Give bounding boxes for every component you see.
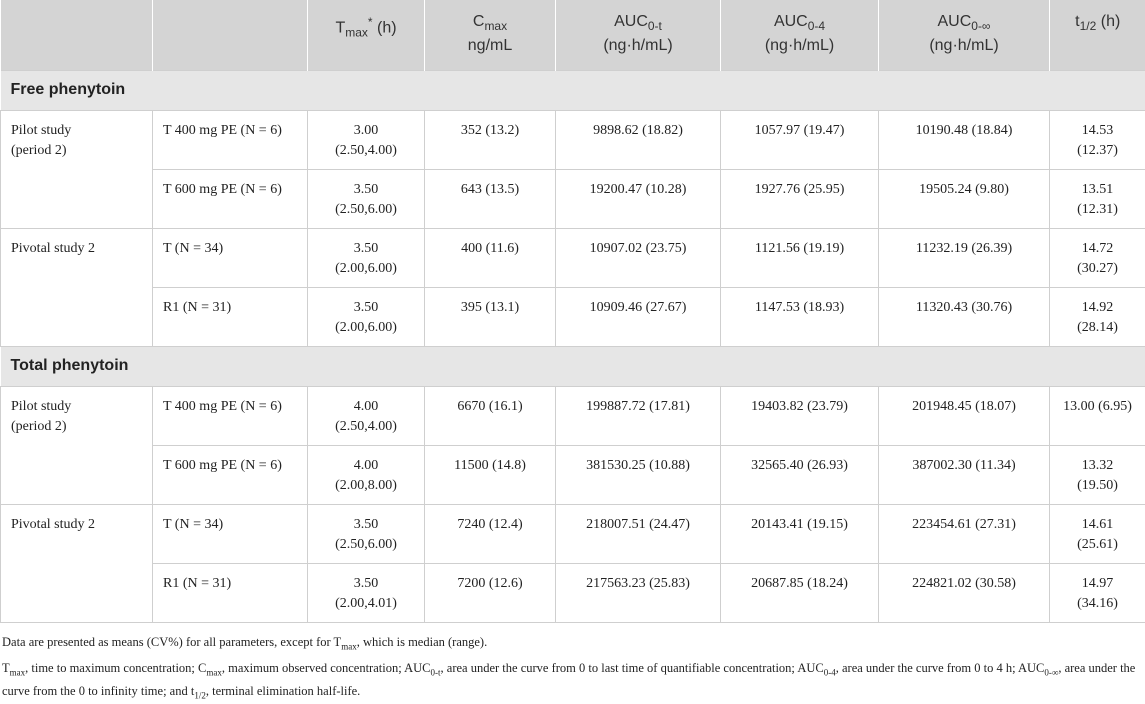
treatment-cell: R1 (N = 31)	[153, 287, 308, 346]
auc0inf-cell: 387002.30 (11.34)	[879, 445, 1050, 504]
tmax-cell: 4.00 (2.50,4.00)	[308, 386, 425, 445]
cmax-cell: 643 (13.5)	[425, 169, 556, 228]
header-auc04: $AUC_{0-4}$ (ng·h/mL)	[721, 0, 879, 70]
study-group-label: Pilot study (period 2)	[1, 110, 153, 228]
treatment-cell: T 400 mg PE (N = 6)	[153, 110, 308, 169]
cmax-cell: 6670 (16.1)	[425, 386, 556, 445]
auc0inf-cell: 201948.45 (18.07)	[879, 386, 1050, 445]
auc0t-cell: 19200.47 (10.28)	[556, 169, 721, 228]
section-title: Free phenytoin	[1, 70, 1145, 110]
header-treatment	[153, 0, 308, 70]
treatment-cell: R1 (N = 31)	[153, 563, 308, 622]
auc04-cell: 20687.85 (18.24)	[721, 563, 879, 622]
thalf-cell: 13.51 (12.31)	[1050, 169, 1145, 228]
auc0inf-cell: 10190.48 (18.84)	[879, 110, 1050, 169]
auc0t-cell: 218007.51 (24.47)	[556, 504, 721, 563]
section-row-total-phenytoin	[1, 346, 1145, 386]
table-row	[1, 504, 1145, 563]
header-auc0t: $AUC_{0-t}$ (ng·h/mL)	[556, 0, 721, 70]
auc04-cell: 1057.97 (19.47)	[721, 110, 879, 169]
thalf-cell: 14.61 (25.61)	[1050, 504, 1145, 563]
table-row	[1, 287, 1145, 346]
study-group-label: Pivotal study 2	[1, 228, 153, 346]
tmax-cell: 3.50 (2.00,4.01)	[308, 563, 425, 622]
thalf-cell: 13.32 (19.50)	[1050, 445, 1145, 504]
table-row	[1, 169, 1145, 228]
header-thalf: $t_{1/2}$ (h)	[1050, 0, 1145, 70]
table-row	[1, 445, 1145, 504]
cmax-cell: 7240 (12.4)	[425, 504, 556, 563]
table-row	[1, 110, 1145, 169]
thalf-cell: 14.53 (12.37)	[1050, 110, 1145, 169]
auc0t-cell: 10909.46 (27.67)	[556, 287, 721, 346]
table-row	[1, 386, 1145, 445]
treatment-cell: T (N = 34)	[153, 228, 308, 287]
table-body	[1, 70, 1145, 622]
tmax-cell: 3.00 (2.50,4.00)	[308, 110, 425, 169]
auc0inf-cell: 11320.43 (30.76)	[879, 287, 1050, 346]
cmax-cell: 395 (13.1)	[425, 287, 556, 346]
auc0t-cell: 9898.62 (18.82)	[556, 110, 721, 169]
section-row-free-phenytoin	[1, 70, 1145, 110]
section-title: Total phenytoin	[1, 346, 1145, 386]
header-cmax: $C_{max}$ ng/mL	[425, 0, 556, 70]
table-header	[1, 0, 1145, 70]
header-tmax: $T_{max}^*$ (h)	[308, 0, 425, 70]
cmax-cell: 400 (11.6)	[425, 228, 556, 287]
tmax-cell: 4.00 (2.00,8.00)	[308, 445, 425, 504]
auc04-cell: 1121.56 (19.19)	[721, 228, 879, 287]
thalf-cell: 13.00 (6.95)	[1050, 386, 1145, 445]
auc04-cell: 20143.41 (19.15)	[721, 504, 879, 563]
auc04-cell: 1147.53 (18.93)	[721, 287, 879, 346]
thalf-cell: 14.97 (34.16)	[1050, 563, 1145, 622]
study-group-label: Pivotal study 2	[1, 504, 153, 622]
auc0t-cell: 381530.25 (10.88)	[556, 445, 721, 504]
thalf-cell: 14.92 (28.14)	[1050, 287, 1145, 346]
auc04-cell: 32565.40 (26.93)	[721, 445, 879, 504]
auc0t-cell: 10907.02 (23.75)	[556, 228, 721, 287]
treatment-cell: T (N = 34)	[153, 504, 308, 563]
footnote-data-presentation: Data are presented as means (CV%) for all parameters, except for $T_{max}$, which is median (range).	[2, 633, 1145, 656]
treatment-cell: T 600 mg PE (N = 6)	[153, 169, 308, 228]
study-group-label: Pilot study (period 2)	[1, 386, 153, 504]
treatment-cell: T 600 mg PE (N = 6)	[153, 445, 308, 504]
cmax-cell: 352 (13.2)	[425, 110, 556, 169]
footnote-abbreviations: $T_{max}$, time to maximum concentration; $C_{max}$, maximum observed concentration; $AUC_{0-t}$, area under the curve from 0 to last time of quantifiable concentration; $AUC_{0-4}$, area under the curve from 0 to 4 h; $AUC_{0-\infty}$, area under the curve from the 0 to infinity time; and $t_{1/2}$, terminal elimination half-life.	[2, 659, 1145, 704]
table-footnotes	[0, 623, 1145, 704]
header-auc0inf: $AUC_{0-\infty}$ (ng·h/mL)	[879, 0, 1050, 70]
table-row	[1, 228, 1145, 287]
tmax-cell: 3.50 (2.50,6.00)	[308, 504, 425, 563]
auc0inf-cell: 223454.61 (27.31)	[879, 504, 1050, 563]
auc0inf-cell: 19505.24 (9.80)	[879, 169, 1050, 228]
auc0t-cell: 217563.23 (25.83)	[556, 563, 721, 622]
treatment-cell: T 400 mg PE (N = 6)	[153, 386, 308, 445]
thalf-cell: 14.72 (30.27)	[1050, 228, 1145, 287]
auc0t-cell: 199887.72 (17.81)	[556, 386, 721, 445]
tmax-cell: 3.50 (2.00,6.00)	[308, 287, 425, 346]
tmax-cell: 3.50 (2.50,6.00)	[308, 169, 425, 228]
auc0inf-cell: 224821.02 (30.58)	[879, 563, 1050, 622]
table-row	[1, 563, 1145, 622]
header-study	[1, 0, 153, 70]
auc04-cell: 19403.82 (23.79)	[721, 386, 879, 445]
tmax-cell: 3.50 (2.00,6.00)	[308, 228, 425, 287]
auc04-cell: 1927.76 (25.95)	[721, 169, 879, 228]
cmax-cell: 11500 (14.8)	[425, 445, 556, 504]
cmax-cell: 7200 (12.6)	[425, 563, 556, 622]
auc0inf-cell: 11232.19 (26.39)	[879, 228, 1050, 287]
